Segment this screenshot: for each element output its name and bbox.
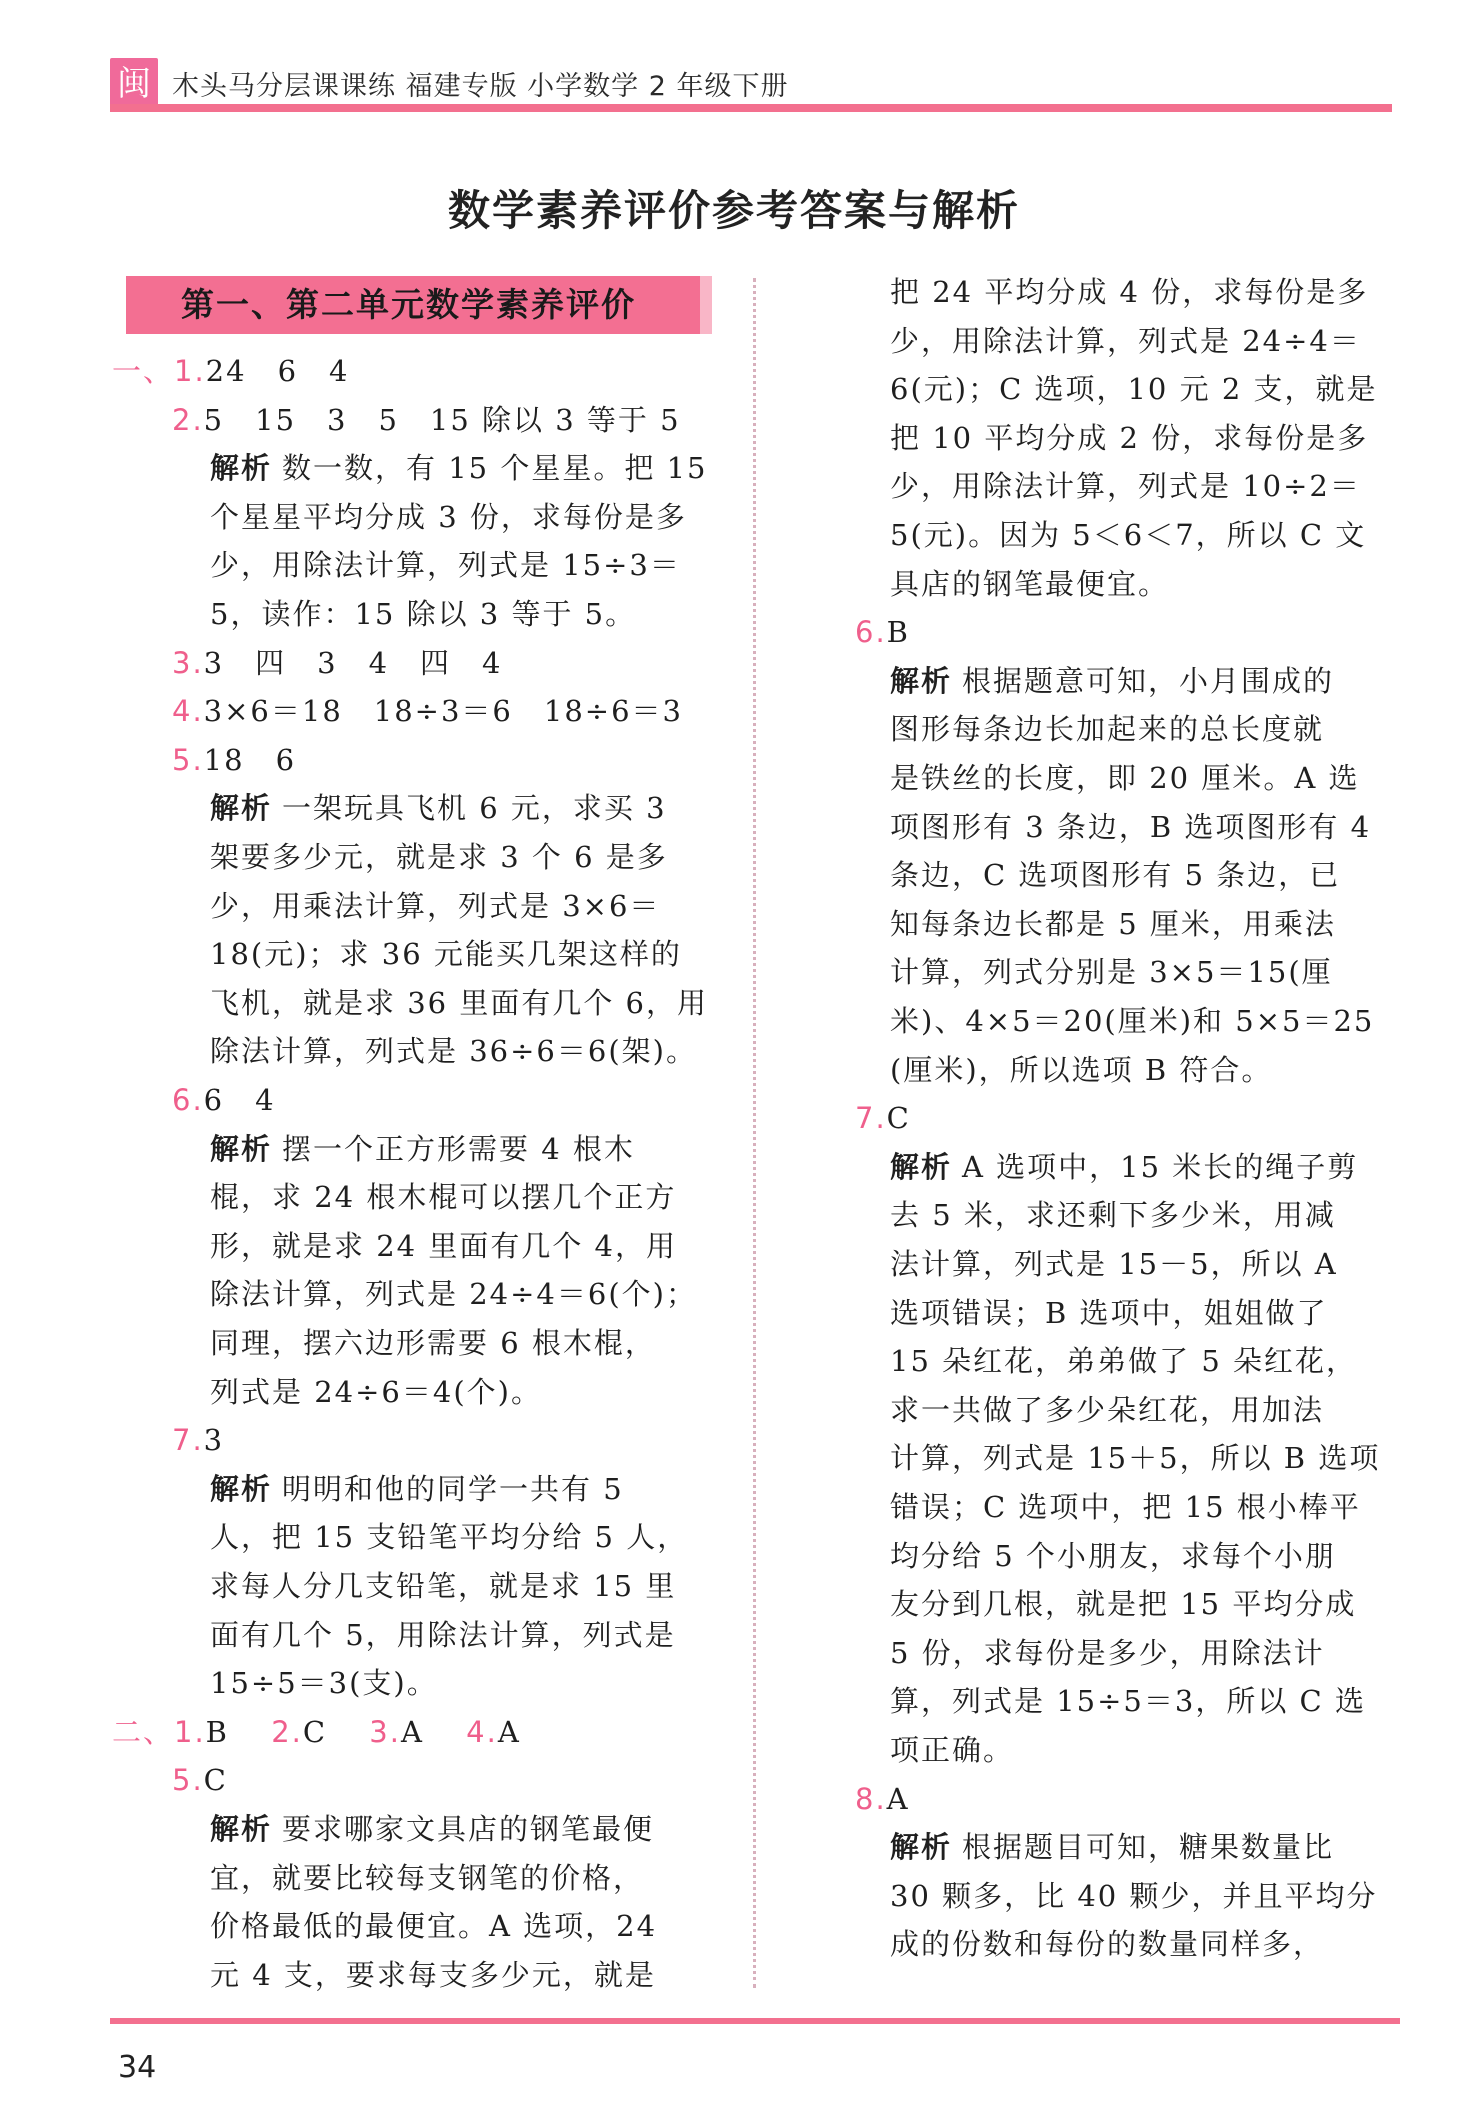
answer-line [890,317,1361,365]
answer-line [890,997,1374,1045]
answer-text: 求每人分几支铅笔，就是求 15 里 [210,1569,677,1603]
question-number: 7. [172,1423,204,1458]
answer-text: C [203,1763,228,1798]
answer-line [855,608,910,656]
answer-text: 是铁丝的长度，即 20 厘米。A 选 [890,761,1360,795]
answer-line [210,1173,676,1221]
answer-line [890,268,1368,316]
section-heading [126,276,700,334]
answer-line [210,1270,697,1318]
question-number: 5. [172,1763,204,1798]
answer-text: 架要多少元，就是求 3 个 6 是多 [210,840,668,874]
answer-line [172,687,683,735]
answer-line [890,462,1361,510]
column-divider [753,278,756,1988]
answer-line [210,930,682,978]
analysis-label: 解析 [890,1149,953,1184]
answer-line [210,1805,654,1853]
answer-text: 少，用除法计算，列式是 24÷4＝ [890,323,1361,358]
answer-line [890,1143,1358,1191]
answer-text: 要求哪家文具店的钢笔最便 [282,1812,655,1846]
answer-text: 同理，摆六边形需要 6 根木棍， [210,1326,656,1360]
answer-line [172,1076,276,1124]
answer-text: 列式是 24÷6＝4(个)。 [210,1374,542,1409]
answer-text: 图形每条边长加起来的总长度就 [890,712,1325,747]
answer-text: 项图形有 3 条边，B 选项图形有 4 [890,809,1372,844]
answer-line [172,396,681,444]
answer-line [210,979,708,1027]
question-number: 2. [259,1714,303,1749]
answer-text: C [302,1714,359,1749]
answer-line [210,541,681,589]
question-number: 6. [855,615,887,650]
answer-text: 30 颗多，比 40 颗少，并且平均分 [890,1878,1378,1913]
answer-line [112,347,349,395]
answer-line [210,1027,697,1075]
answer-text: A [400,1714,455,1749]
question-number: 5. [172,742,204,777]
answer-line [855,1775,910,1823]
answer-line [890,365,1378,413]
answer-text: 6 4 [203,1083,276,1117]
answer-text: 宜，就要比较每支钢笔的价格， [210,1860,645,1895]
answer-line [890,1872,1377,1920]
answer-line [210,1513,688,1561]
answer-line [890,900,1336,948]
answer-line [890,1434,1380,1482]
answer-line [210,1951,656,1999]
answer-line [890,1386,1324,1434]
answer-line [890,560,1169,608]
answer-text: 18(元)；求 36 元能买几架这样的 [210,937,682,972]
answer-text: 知每条边长都是 5 厘米，用乘法 [890,906,1336,941]
answer-line [210,1611,676,1659]
answer-line [890,1629,1325,1677]
section-heading-text: 第一、第二单元数学素养评价 [181,285,636,324]
answer-text: 15÷5＝3(支)。 [210,1666,438,1701]
answer-line [890,657,1334,705]
question-number: 7. [855,1101,887,1136]
answer-line [890,1483,1361,1531]
analysis-label: 解析 [210,1131,273,1166]
answer-text: A [886,1781,910,1816]
answer-text: C [886,1101,911,1136]
answer-text: A [497,1714,521,1749]
answer-text: 24 6 4 [205,354,350,388]
answer-text: 数一数，有 15 个星星。把 15 [282,451,708,486]
answer-line [890,948,1333,996]
answer-text: 米)、4×5＝20(厘米)和 5×5＝25 [890,1004,1375,1038]
answer-line [210,493,687,541]
answer-text: 5 份，求每份是多少，用除法计 [890,1635,1325,1670]
question-number: 一、1. [112,354,206,388]
question-number: 2. [172,402,204,437]
answer-line [210,882,660,930]
question-number: 4. [454,1714,498,1749]
answer-text: 明明和他的同学一共有 5 [282,1471,624,1506]
question-number: 二、1. [112,1714,206,1749]
answer-text: 面有几个 5，用除法计算，列式是 [210,1617,676,1652]
answer-line [855,1094,911,1142]
answer-line [890,1240,1338,1288]
region-badge: 闽 [110,58,158,110]
answer-text: 摆一个正方形需要 4 根木 [282,1131,635,1166]
answer-text: 根据题目可知，糖果数量比 [962,1830,1335,1865]
answer-line [210,1222,677,1270]
answer-text: 价格最低的最便宜。A 选项，24 [210,1909,658,1944]
answer-text: 除法计算，列式是 36÷6＝6(架)。 [210,1034,697,1069]
answer-text: 5(元)。因为 5＜6＜7，所以 C 文 [890,518,1367,552]
answer-text: 5，读作：15 除以 3 等于 5。 [210,597,637,631]
answer-text: 3 四 3 4 四 4 [203,645,503,680]
answer-text: 错误；C 选项中，把 15 根小棒平 [890,1490,1361,1524]
question-number: 6. [172,1083,204,1117]
answer-text: 算，列式是 15÷5＝3，所以 C 选 [890,1684,1366,1719]
analysis-label: 解析 [890,1830,953,1865]
answer-text: 少，用乘法计算，列式是 3×6＝ [210,888,661,923]
answer-text: 求一共做了多少朵红花，用加法 [890,1392,1325,1427]
answer-line [210,1659,438,1707]
answer-text: 15 朵红花，弟弟做了 5 朵红花， [890,1344,1358,1379]
answer-text: 棍，求 24 根木棍可以摆几个正方 [210,1180,677,1215]
answer-text: 具店的钢笔最便宜。 [890,566,1170,601]
answer-text: 把 24 平均分成 4 份，求每份是多 [890,275,1369,309]
answer-line [210,444,707,492]
question-number: 3. [358,1714,401,1749]
answer-line [890,803,1371,851]
answer-line [890,1677,1366,1725]
answer-line [890,1289,1328,1337]
answer-text: 少，用除法计算，列式是 15÷3＝ [210,548,681,583]
analysis-label: 解析 [210,451,273,486]
answer-line [890,851,1340,899]
question-number: 8. [855,1781,887,1816]
answer-text: 飞机，就是求 36 里面有几个 6，用 [210,985,709,1020]
answer-line [210,833,668,881]
answer-text: 一架玩具飞机 6 元，求买 3 [282,791,667,826]
answer-text: B [205,1714,260,1749]
answer-line [210,784,667,832]
answer-line [890,1191,1336,1239]
answer-text: 5 15 3 5 15 除以 3 等于 5 [203,402,681,437]
answer-text: 个星星平均分成 3 份，求每份是多 [210,499,687,534]
answer-line [172,736,296,784]
answer-line [890,1823,1334,1871]
answer-text: 除法计算，列式是 24÷4＝6(个)； [210,1277,697,1312]
answer-text: 人，把 15 支铅笔平均分给 5 人， [210,1520,689,1555]
answer-text: 均分给 5 个小朋友，求每个小朋 [890,1538,1336,1573]
analysis-label: 解析 [210,1471,273,1506]
analysis-label: 解析 [210,791,273,826]
answer-line [172,639,502,687]
answer-text: 把 10 平均分成 2 份，求每份是多 [890,420,1369,455]
answer-line [210,1854,644,1902]
answer-line [890,705,1324,753]
answer-text: 成的份数和每份的数量同样多， [890,1927,1325,1962]
answer-line [210,1368,542,1416]
answer-text: 条边，C 选项图形有 5 条边，已 [890,858,1341,893]
footer-rule [110,2018,1400,2024]
answer-line [210,1125,635,1173]
answer-line [890,511,1366,559]
answer-line [172,1416,224,1464]
answer-text: 计算，列式是 15＋5，所以 B 选项 [890,1441,1381,1476]
book-title: 木头马分层课课练 福建专版 小学数学 2 年级下册 [172,71,789,102]
answer-text: 元 4 支，要求每支多少元，就是 [210,1957,656,1992]
answer-text: 6(元)；C 选项，10 元 2 支，就是 [890,372,1378,407]
analysis-label: 解析 [890,663,953,698]
page-header [110,58,1392,114]
answer-line [890,1532,1336,1580]
page-number: 34 [118,2050,157,2085]
analysis-label: 解析 [210,1812,273,1846]
answer-line [890,754,1360,802]
question-number: 4. [172,694,204,729]
answer-line [890,1726,1014,1774]
answer-text: 3 [203,1423,225,1458]
answer-line [890,1920,1324,1968]
answer-text: 项正确。 [890,1733,1015,1767]
answer-line [172,1756,228,1804]
answer-text: 3×6＝18 18÷3＝6 18÷6＝3 [203,694,683,729]
question-number: 3. [172,645,204,680]
answer-text: (厘米)，所以选项 B 符合。 [890,1052,1273,1087]
answer-text: 少，用除法计算，列式是 10÷2＝ [890,469,1361,504]
answer-line [210,1319,656,1367]
header-rule [110,104,1392,112]
answer-text: 18 6 [203,742,297,777]
answer-line [210,590,636,638]
page-title: 数学素养评价参考答案与解析 [447,186,1020,235]
answer-line [210,1562,676,1610]
answer-text: 形，就是求 24 里面有几个 4，用 [210,1228,678,1263]
answer-text: 根据题意可知，小月围成的 [962,663,1335,698]
answer-line [112,1708,521,1756]
answer-text: 选项错误；B 选项中，姐姐做了 [890,1295,1328,1330]
answer-text: 计算，列式分别是 3×5＝15(厘 [890,955,1333,990]
answer-line [210,1902,657,1950]
answer-text: B [886,615,910,650]
answer-line [890,1337,1357,1385]
answer-line [210,1465,624,1513]
answer-text: 去 5 米，求还剩下多少米，用减 [890,1198,1336,1233]
answer-line [890,1046,1272,1094]
answer-text: 法计算，列式是 15－5，所以 A [890,1247,1338,1281]
answer-text: 友分到几根，就是把 15 平均分成 [890,1587,1357,1622]
answer-text: A 选项中，15 米长的绳子剪 [962,1149,1359,1184]
answer-line [890,1580,1356,1628]
answer-line [890,414,1368,462]
